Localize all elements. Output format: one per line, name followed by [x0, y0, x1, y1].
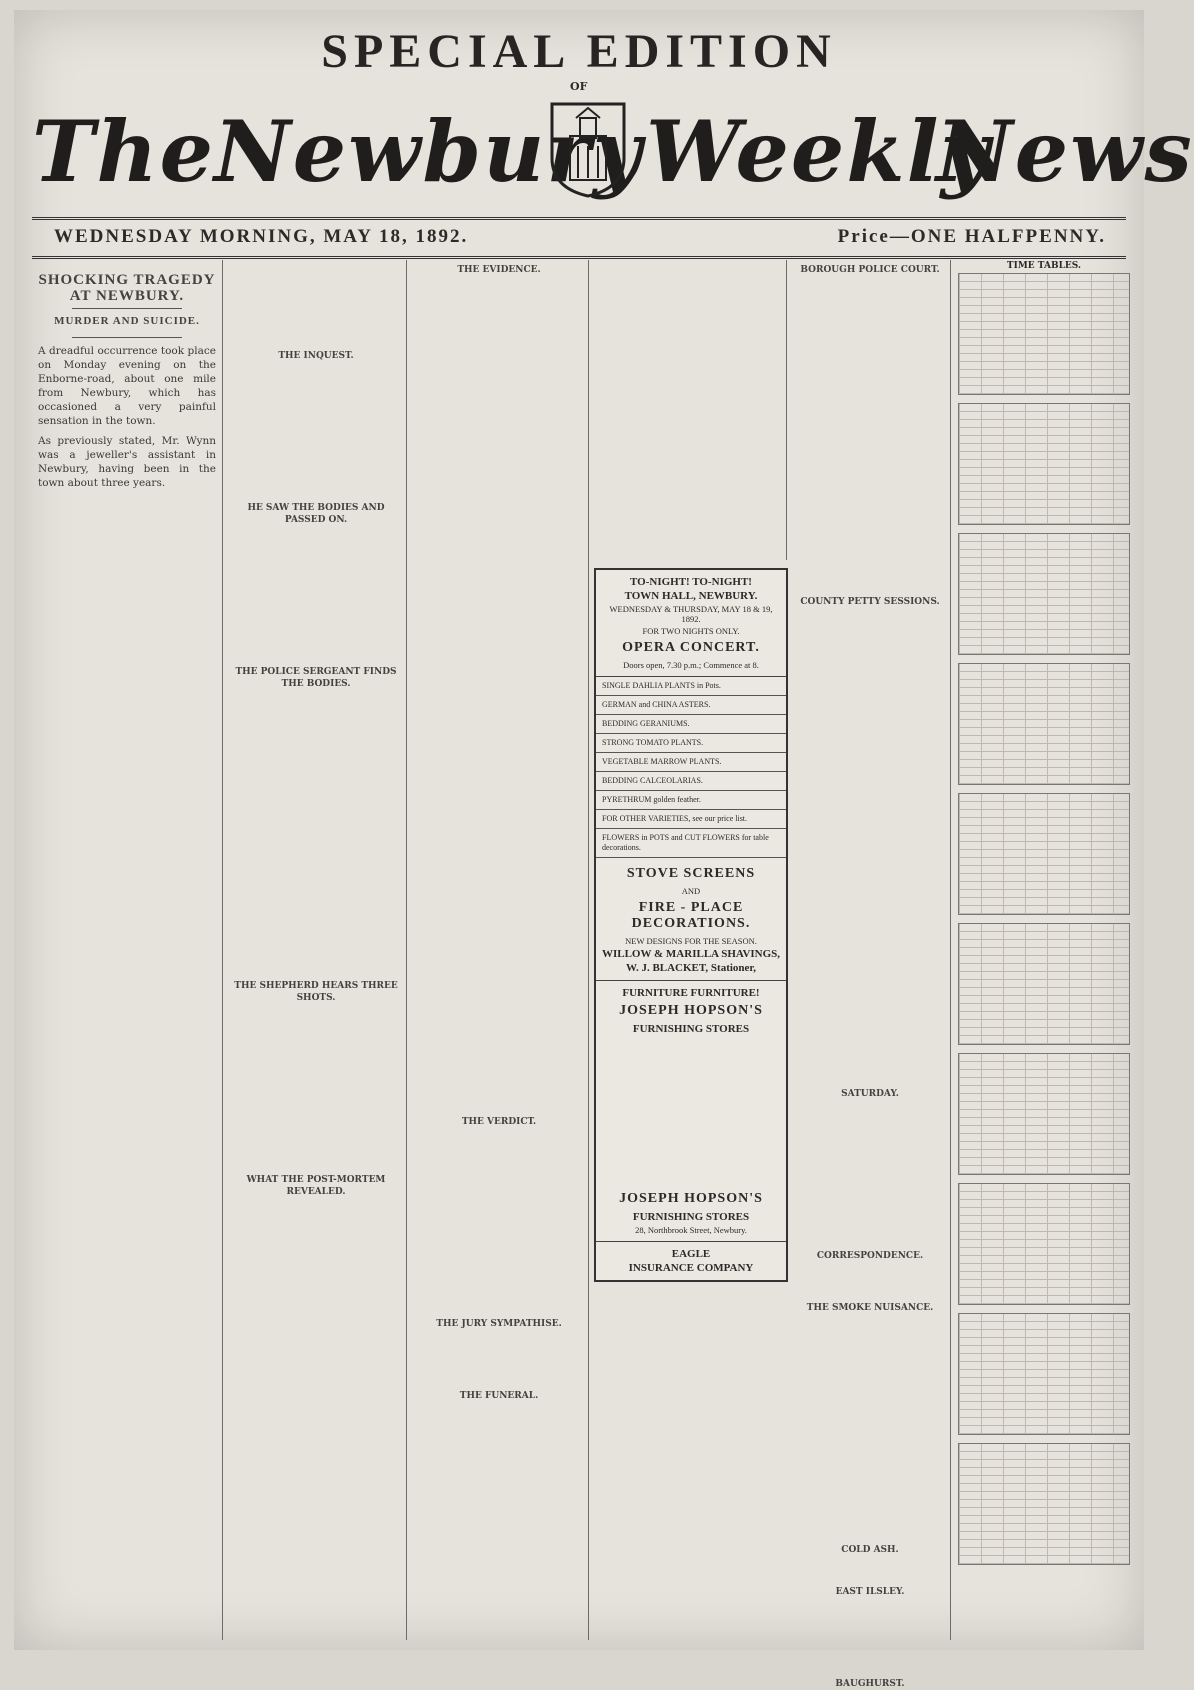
of-label: OF [570, 80, 588, 93]
timetable-grid [958, 1443, 1130, 1565]
concert-title: OPERA CONCERT. [622, 640, 760, 655]
court-column [790, 260, 951, 1689]
stove-advert [596, 858, 786, 981]
timetable-grid [958, 923, 1130, 1045]
section-heading: THE JURY SYMPATHISE. [436, 1319, 562, 1329]
timetable-grid [958, 663, 1130, 785]
plant-advert: BEDDING CALCEOLARIAS. [596, 772, 786, 791]
concert-venue: TOWN HALL, NEWBURY. [624, 590, 758, 602]
section-heading: THE INQUEST. [278, 351, 354, 361]
lead-subhead: MURDER AND SUICIDE. [54, 315, 200, 327]
section-heading: EAST ILSLEY. [835, 1587, 905, 1597]
hopson-stores: FURNISHING STORES [632, 1023, 750, 1035]
section-heading: HE SAW THE BODIES AND PASSED ON. [247, 503, 385, 525]
town-crest-icon [546, 96, 630, 200]
section-heading: THE POLICE SERGEANT FINDS THE BODIES. [235, 667, 397, 689]
plant-advert: BEDDING GERANIUMS. [596, 715, 786, 734]
timetable-grid [958, 403, 1130, 525]
section-heading: SATURDAY. [841, 1089, 899, 1099]
plant-advert: SINGLE DAHLIA PLANTS in Pots. [596, 677, 786, 696]
dateline-bar [32, 217, 1126, 259]
stove-and: AND [681, 886, 701, 896]
issue-date: WEDNESDAY MORNING, MAY 18, 1892. [54, 226, 469, 247]
lead-paragraph: A dreadful occurrence took place on Monday evening on the Enborne-road, about one mile from Newbury, which has occasioned a very painful sensation in the town. [38, 345, 216, 427]
section-heading: THE VERDICT. [461, 1117, 537, 1127]
section-heading: THE SMOKE NUISANCE. [806, 1303, 934, 1313]
plant-advert: FLOWERS in POTS and CUT FLOWERS for table decorations. [596, 829, 786, 858]
section-heading: THE EVIDENCE. [457, 265, 541, 275]
story-column-2 [226, 260, 407, 1640]
special-edition-banner: SPECIAL EDITION [321, 25, 837, 78]
furniture-heading: FURNITURE FURNITURE! [622, 987, 760, 999]
section-heading: THE SHEPHERD HEARS THREE SHOTS. [234, 981, 398, 1003]
newspaper-page [14, 10, 1194, 1689]
insurance-eagle: EAGLE [671, 1248, 711, 1260]
section-heading: BAUGHURST. [835, 1679, 905, 1689]
section-heading: COUNTY PETTY SESSIONS. [800, 597, 940, 607]
divider [72, 337, 182, 338]
plant-advert: FOR OTHER VARIETIES, see our price list. [596, 810, 786, 829]
concert-advert [596, 570, 786, 677]
timetable-grid [958, 1053, 1130, 1175]
lead-headline-2: AT NEWBURY. [69, 288, 185, 304]
stove-title: STOVE SCREENS [626, 866, 756, 881]
insurance-company: INSURANCE COMPANY [628, 1262, 754, 1274]
story-column-4 [592, 260, 787, 560]
hopson-stores-2: FURNISHING STORES [632, 1211, 750, 1223]
concert-nights: FOR TWO NIGHTS ONLY. [642, 626, 740, 636]
masthead-word-newbury: Newbury [214, 102, 644, 201]
concert-doors: Doors open, 7.30 p.m.; Commence at 8. [623, 660, 759, 670]
section-heading: THE FUNERAL. [459, 1391, 539, 1401]
plant-advert: GERMAN and CHINA ASTERS. [596, 696, 786, 715]
timetable-column [954, 260, 1134, 1640]
lead-headline: SHOCKING TRAGEDY [38, 272, 216, 288]
stove-willow: WILLOW & MARILLA SHAVINGS, [601, 948, 781, 960]
plant-advert: STRONG TOMATO PLANTS. [596, 734, 786, 753]
issue-price: Price—ONE HALFPENNY. [837, 226, 1106, 247]
timetable-grid [958, 1183, 1130, 1305]
timetable-title: TIME TABLES. [1006, 261, 1082, 271]
hopson-name-2: JOSEPH HOPSON'S [619, 1191, 763, 1206]
masthead-word-news: News [936, 102, 1194, 201]
masthead-word-weekly: Weekly [646, 102, 992, 201]
timetable-grid [958, 793, 1130, 915]
stove-designs: NEW DESIGNS FOR THE SEASON. [625, 936, 757, 946]
timetable-grid [958, 533, 1130, 655]
furniture-body [598, 1037, 784, 1187]
hopson-address: 28, Northbrook Street, Newbury. [635, 1225, 747, 1235]
plant-advert: PYRETHRUM golden feather. [596, 791, 786, 810]
hopson-name: JOSEPH HOPSON'S [619, 1003, 763, 1018]
stove-blacket: W. J. BLACKET, Stationer, [625, 962, 757, 974]
plant-advert: VEGETABLE MARROW PLANTS. [596, 753, 786, 772]
concert-dates: WEDNESDAY & THURSDAY, MAY 18 & 19, 1892. [609, 604, 773, 624]
lead-story-column [32, 260, 223, 1640]
concert-tonight: TO-NIGHT! TO-NIGHT! [630, 576, 752, 588]
section-heading: COLD ASH. [841, 1545, 899, 1555]
timetable-grid [958, 273, 1130, 395]
section-heading: WHAT THE POST-MORTEM REVEALED. [246, 1175, 386, 1197]
timetable-grid [958, 1313, 1130, 1435]
section-heading: BOROUGH POLICE COURT. [800, 265, 940, 275]
fireplace-title: FIRE - PLACE DECORATIONS. [631, 900, 751, 931]
furniture-advert [596, 981, 786, 1242]
divider [72, 308, 182, 309]
insurance-advert [596, 1242, 786, 1280]
advertisements-block [594, 568, 788, 1282]
story-column-3 [410, 260, 589, 1640]
section-heading: CORRESPONDENCE. [816, 1251, 924, 1261]
masthead-word-the: The [32, 102, 216, 201]
lead-paragraph: As previously stated, Mr. Wynn was a jeweller's assistant in Newbury, having been in the town about three years. [38, 435, 216, 489]
